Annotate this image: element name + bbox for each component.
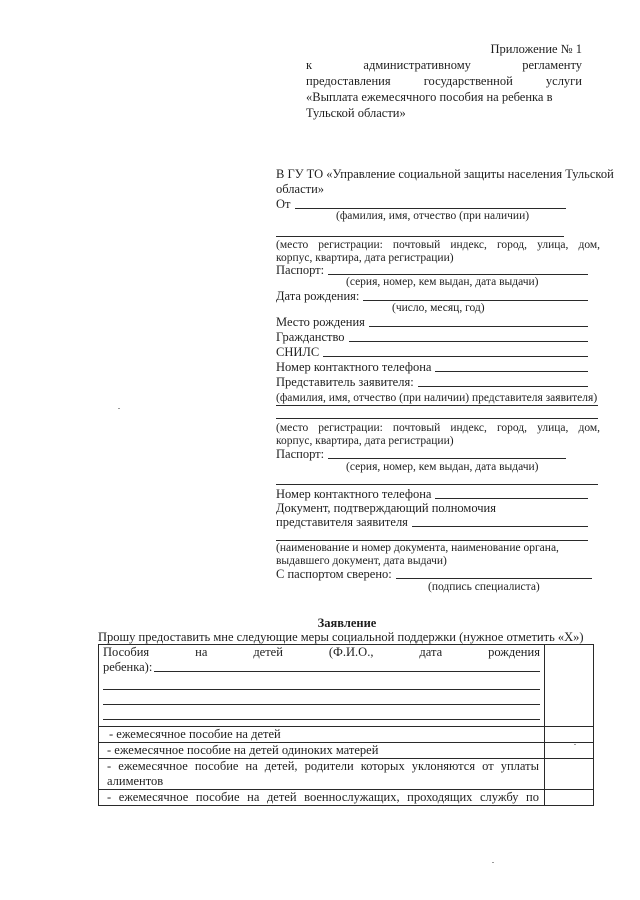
citizenship-field[interactable] [276,330,588,345]
child-info-line[interactable] [103,689,540,690]
table-row [99,727,594,743]
measures-table [98,644,594,806]
appendix-number: Приложение № 1 [490,42,582,56]
word: детей [253,645,283,659]
representative-label: Представитель заявителя: [276,375,414,389]
rep-registration-hint-1: (место регистрации: почтовый индекс, город, улица, дом, [276,422,600,434]
table-row [99,645,594,727]
birth-date-label: Дата рождения: [276,289,360,303]
option-alimony [99,759,545,790]
rep-document-field[interactable] [276,515,588,530]
children-benefit-cell [99,645,545,727]
phone-field[interactable] [276,360,588,375]
table-row [99,790,594,806]
rep-registration-line[interactable] [276,418,598,419]
mark-checkbox[interactable] [545,727,594,743]
word: дата [419,645,443,659]
option-military-line-1: - ежемесячное пособие на детей военнослужащих, проходящих службу по [107,790,539,804]
birth-place-field[interactable] [276,315,588,330]
rep-passport-label: Паспорт: [276,447,325,461]
appendix-word: административному [363,58,471,72]
option-single-mothers: - ежемесячное пособие на детей одиноких матерей [99,743,545,759]
word: (Ф.И.О., [328,645,374,659]
registration-hint-1: (место регистрации: почтовый индекс, город, улица, дом, [276,239,600,251]
addressee-line-2: области» [276,182,325,196]
rep-passport-hint: (серия, номер, кем выдан, дата выдачи) [346,461,539,473]
snils-field[interactable] [276,345,588,360]
rep-phone-field[interactable] [276,487,588,502]
rep-document-label-2: представителя заявителя [276,515,408,529]
child-label: ребенка): [103,660,153,674]
scan-speck [574,744,576,745]
citizenship-label: Гражданство [276,330,345,344]
appendix-line-3: «Выплата ежемесячного пособия на ребенка в [306,90,553,104]
mark-checkbox[interactable] [545,645,594,727]
table-row [99,743,594,759]
appendix-line-4: Тульской области» [306,106,406,120]
representative-field[interactable] [276,375,588,390]
table-row [99,759,594,790]
statement-title: Заявление [317,616,377,630]
appendix-word: регламенту [522,58,582,72]
birth-place-label: Место рождения [276,315,365,329]
statement-intro: Прошу предоставить мне следующие меры социальной поддержки (нужное отметить «Х») [98,630,584,644]
rep-passport-line-2[interactable] [276,484,598,485]
verified-label: С паспортом сверено: [276,567,392,581]
scan-speck [492,862,494,863]
rep-document-hint-1: (наименование и номер документа, наименование органа, [276,542,559,554]
snils-label: СНИЛС [276,345,320,359]
word: Пособия [103,645,150,659]
word: на [195,645,208,659]
rep-document-hint-2: выдавшего документ, дата выдачи) [276,555,447,567]
children-benefit-line-2 [103,660,540,675]
registration-line[interactable] [276,236,564,237]
option-alimony-line-2: алиментов [107,774,164,788]
child-info-line[interactable] [103,704,540,705]
rep-phone-label: Номер контактного телефона [276,487,432,501]
rep-registration-hint-2: корпус, квартира, дата регистрации) [276,435,454,447]
child-info-line[interactable] [103,719,540,720]
option-military [99,790,545,806]
children-benefit-line-1 [103,645,540,660]
appendix-line-1 [306,58,582,73]
option-alimony-line-1: - ежемесячное пособие на детей, родители которых уклоняются от уплаты [107,759,539,773]
child-info-line[interactable] [154,671,540,672]
phone-label: Номер контактного телефона [276,360,432,374]
from-hint: (фамилия, имя, отчество (при наличии) [336,210,530,222]
mark-checkbox[interactable] [545,759,594,790]
rep-name-hint: (фамилия, имя, отчество (при наличии) представителя заявителя) [276,392,598,404]
mark-checkbox[interactable] [545,790,594,806]
registration-hint-2: корпус, квартира, дата регистрации) [276,252,454,264]
rep-document-label-1: Документ, подтверждающий полномочия [276,501,496,515]
mark-checkbox[interactable] [545,743,594,759]
word: рождения [488,645,540,659]
birth-date-hint: (число, месяц, год) [392,302,485,314]
verified-hint: (подпись специалиста) [428,581,540,593]
addressee-line-1: В ГУ ТО «Управление социальной защиты населения Тульской [276,167,614,181]
from-label: От [276,197,291,211]
appendix-line-2: предоставления государственной услуги [306,74,582,88]
scan-speck [118,408,120,409]
passport-hint: (серия, номер, кем выдан, дата выдачи) [346,276,539,288]
appendix-word: к [306,58,313,72]
option-monthly-benefit: - ежемесячное пособие на детей [99,727,545,743]
passport-label: Паспорт: [276,263,325,277]
